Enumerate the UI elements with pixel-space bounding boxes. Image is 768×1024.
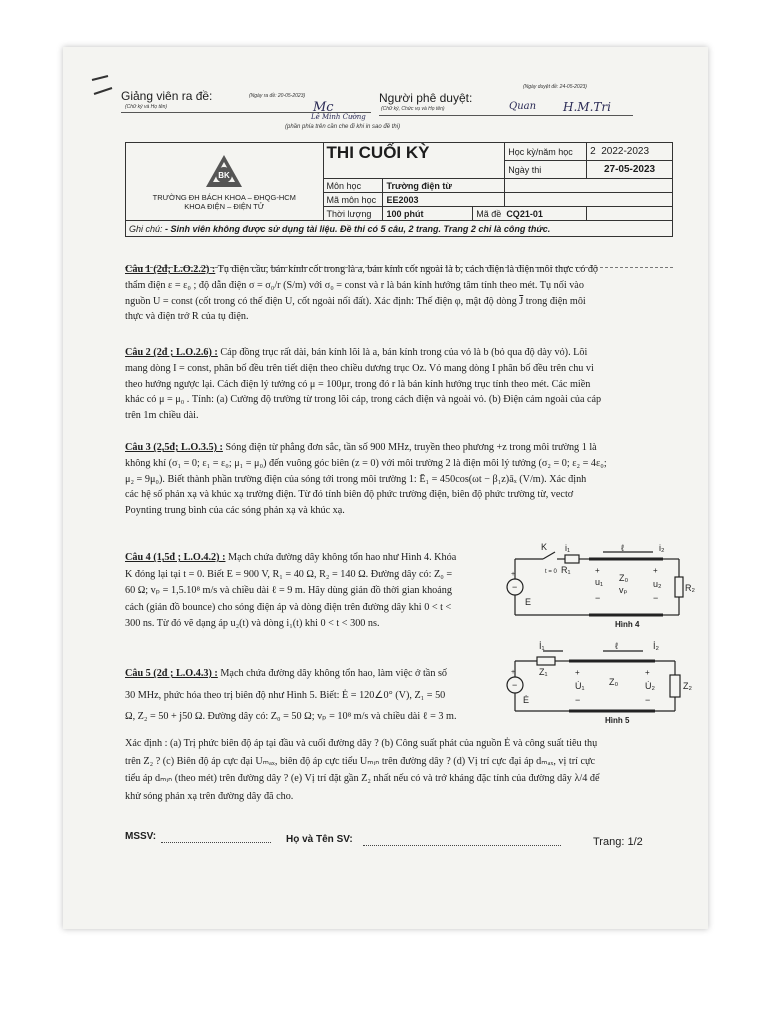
signature-1-name: Lê Minh Cường (311, 113, 366, 121)
question-4 (125, 550, 505, 633)
fig4-source-minus: − (512, 582, 518, 592)
q4-line-2: K đóng lại tại t = 0. Biết E = 900 V, R₁ = 40 Ω, R₂ = 140 Ω. Đường dây có: Z₀ = (125, 568, 453, 580)
question-5-top (125, 663, 563, 728)
year-value: 2022-2023 (601, 146, 650, 157)
q2-line-1: Cáp đồng trục rất dài, bán kính lõi là a, bán kính trong của vỏ là b (bỏ qua độ dày vỏ). Lõi (220, 347, 588, 358)
fig4-R2: R₂ (685, 583, 695, 593)
mssv-dots (161, 842, 271, 843)
fig5-I2: İ₂ (653, 641, 659, 651)
mssv-label: MSSV: (125, 831, 157, 842)
q2-line-3: theo hướng ngược lại. Cách điện lý tưởng có μ = 100μr, trong đó r là bán kính hướng trục tính theo mét. Các miền (125, 378, 591, 390)
blank-cell-3 (587, 207, 673, 221)
fig5-source-minus: − (512, 680, 518, 690)
fig5-source-plus: + (511, 669, 516, 676)
exam-paper (63, 47, 708, 929)
q5-line-4: Xác định : (a) Trị phức biên độ áp tại đầu và cuối đường dây ? (b) Công suất phát của nguồn Ė và công suất tiêu thụ (125, 738, 598, 749)
fig5-caption: Hình 5 (605, 716, 630, 725)
code-value: EE2003 (383, 193, 505, 207)
semester-year-cell (587, 143, 673, 161)
question-1 (125, 262, 680, 325)
q4-head: Câu 4 (1,5đ ; L.O.4.2) : (125, 552, 226, 563)
exam-code-label: Mã đề (476, 208, 502, 219)
fig4-i2: i₂ (659, 543, 665, 553)
subject-label: Môn học (323, 179, 383, 193)
fig5-U2: U̇₂ (645, 681, 655, 691)
student-name-dots (363, 845, 561, 846)
fig5-Z0: Z₀ (609, 677, 619, 687)
fig4-vp: vₚ (619, 585, 628, 595)
fig4-K: K (541, 543, 548, 552)
question-3 (125, 440, 680, 519)
q4-line-5: 300 ns. Từ đó vẽ dạng áp u₂(t) và dòng i₁(t) khi 0 < t < 300 ns. (125, 618, 380, 630)
signature-2: Quan (509, 101, 537, 112)
fig5-U1: U̇₁ (575, 681, 585, 691)
question-2 (125, 345, 680, 424)
fig4-l: ℓ (621, 543, 624, 553)
q1-line-1: Tụ điện cầu, bán kính cốt trong là a, bán kính cốt ngoài là b, cách điện là điện môi thực có độ (217, 264, 599, 275)
page-value: 1/2 (627, 836, 643, 848)
subject-value: Trường điện từ (383, 179, 505, 193)
page-label: Trang: (593, 836, 625, 848)
blank-cell-2 (505, 193, 673, 207)
q5-line-1: Mạch chứa đường dây không tổn hao, làm việc ở tần số (220, 668, 448, 679)
q3-head: Câu 3 (2,5đ; L.O.3.5) : (125, 442, 223, 453)
q5-head: Câu 5 (2đ ; L.O.4.3) : (125, 668, 218, 679)
page-indicator (593, 836, 643, 848)
exam-code-cell (473, 207, 587, 221)
fig5-U1-minus: − (575, 695, 581, 705)
q3-line-3c: Xác định (549, 473, 587, 485)
q2-line-2: mang dòng I = const, phân bố đều trên tiết diện theo chiều dương trục Oz. Vỏ mang dòng I phân bố đều trên chu vi (125, 362, 594, 374)
bk-logo-icon (204, 153, 244, 191)
q2-line-5: trên 1m chiều dài. (125, 410, 199, 422)
q2-line-4: khác có μ = μ₀ . Tính: (a) Cường độ trường từ trong lõi cáp, trong cách điện và ngoài vỏ. (b) Điện cảm ngoài của cáp (125, 394, 602, 406)
fig4-u2-minus: − (653, 593, 659, 603)
note-row (126, 221, 673, 237)
print-note: (phần phía trên cần che đi khi in sao đề thi) (285, 124, 401, 130)
fig4-u2: u₂ (653, 579, 662, 589)
school-cell (126, 143, 324, 221)
lecturer-date: (Ngày ra đề: 20-05-2023) (249, 93, 306, 99)
q5-line-3: Ω, Z₂ = 50 + j50 Ω. Đường dây có: Z₀ = 50 Ω; vₚ = 10⁸ m/s và chiều dài ℓ = 3 m. (125, 711, 457, 722)
q3-line-3a: μ₂ = 9μ₀). Biết thành phần trường điện của sóng tới trong môi trường 1: (125, 473, 417, 485)
school-line-2: KHOA ĐIỆN – ĐIỆN TỬ (184, 201, 265, 211)
school-line-1: TRƯỜNG ĐH BÁCH KHOA – ĐHQG-HCM (152, 192, 296, 202)
fig4-E: E (525, 597, 532, 607)
fig4-u1-plus: + (595, 566, 600, 575)
fig5-l: ℓ (615, 641, 618, 651)
fig4-i1: i₁ (565, 543, 571, 553)
q5-line-5: trên Z₂ ? (c) Biên độ áp cực đại Uₘₐₓ, biên độ áp cực tiểu Uₘᵢₙ trên đường dây ? (d) Vị trí cực đại áp dₘₐₓ, vị trí cực (125, 755, 596, 767)
question-5-bottom (125, 735, 685, 805)
fig5-U2-plus: + (645, 668, 650, 677)
q1-line-3b: $\overline{J}$ (519, 295, 524, 307)
approver-label: Người phê duyệt: (379, 91, 473, 105)
date-label: Ngày thi (505, 161, 587, 179)
fig4-u1: u₁ (595, 577, 604, 587)
q5-line-6: tiểu áp dₘᵢₙ (theo mét) trên đường dây ? (e) Vị trí đặt gần Z₂ nhất nếu có và trở kháng đặc tính của đường dây λ/4 để (125, 773, 600, 784)
approver-note: (Chữ ký, Chức vụ và Họ tên) (381, 106, 445, 112)
semester-label: Học kỳ/năm học (505, 143, 587, 161)
signature-1: Mc (313, 100, 334, 115)
fig5-U1-plus: + (575, 668, 580, 677)
fig5-E: Ė (523, 695, 530, 705)
q4-line-1: Mạch chứa đường dây không tổn hao như Hình 4. Khóa (228, 552, 457, 563)
q5-line-2: 30 MHz, phức hóa theo trị biên độ như Hình 5. Biết: Ė = 120∠0° (V), Z₁ = 50 (125, 689, 446, 701)
duration-value: 100 phút (383, 207, 473, 221)
q4-line-4: cách (giản đồ bounce) cho sóng điện áp và dòng điện trên đường dây khi 0 < t < (125, 601, 452, 613)
signature-2-name: H.M.Tri (563, 100, 611, 114)
date-value: 27-05-2023 (587, 161, 673, 179)
fig5-Z1: Z₁ (539, 667, 548, 677)
figure-4-circuit (503, 543, 699, 629)
q3-line-5: Poynting trung bình của các sóng phản xạ và khúc xạ. (125, 505, 345, 517)
q2-head: Câu 2 (2đ ; L.O.2.6) : (125, 347, 218, 358)
logo-text: BK (218, 170, 231, 180)
pen-mark-icon (88, 72, 128, 102)
q3-line-4: các hệ số phản xạ và khúc xạ trường điện. Từ đó tính biên độ phức trường điện, biên độ phức trường từ, vectơ (125, 489, 574, 501)
fig4-R1: R₁ (561, 565, 571, 575)
code-label: Mã môn học (323, 193, 383, 207)
q3-line-2: không khí (σ₁ = 0; ε₁ = ε₀; μ₁ = μ₀) đến vuông góc biên (z = 0) với môi trường 2 là điện môi lý tưởng (σ₂ = 0; ε₂ = 4ε₀; (125, 457, 607, 469)
approver-line (379, 115, 633, 116)
fig4-caption: Hình 4 (615, 620, 640, 629)
fig5-I1: İ₁ (539, 641, 545, 651)
q1-line-2: thẩm điện ε = ε₀ ; độ dẫn điện σ = σ₀/r (S/m) với σ₀ = const và r là bán kính hướng tâm tính theo mét. Tụ nối vào (125, 279, 584, 291)
exam-title: THI CUỐI KỲ (323, 143, 505, 179)
q1-line-3a: nguồn U = const (cốt trong có thế điện U, cốt ngoài nối đất). Xác định: Thế điện φ, mật độ dòng (125, 295, 517, 307)
fig5-U2-minus: − (645, 695, 651, 705)
figure-5-circuit (503, 639, 699, 725)
blank-cell (505, 179, 673, 193)
semester-value: 2 (590, 146, 596, 157)
fig4-u2-plus: + (653, 566, 658, 575)
lecturer-note: (Chữ ký và Họ tên) (125, 104, 168, 110)
fig4-Z0: Z₀ (619, 573, 629, 583)
q1-line-4: thực và điện trở R của tụ điện. (125, 311, 249, 323)
fig5-Z2: Z₂ (683, 681, 692, 691)
student-name-label: Họ và Tên SV: (286, 834, 353, 845)
q1-head: Câu 1 (2đ; L.O.2.2) : (125, 264, 216, 275)
lecturer-line (121, 112, 371, 113)
duration-label: Thời lượng (323, 207, 383, 221)
q3-line-1: Sóng điện từ phẳng đơn sắc, tần số 900 MHz, truyền theo phương +z trong môi trường 1 là (225, 442, 597, 453)
approver-date: (Ngày duyệt đề: 24-05-2023) (523, 84, 587, 90)
note-text: - Sinh viên không được sử dụng tài liệu. Đề thi có 5 câu, 2 trang. Trang 2 chỉ là công thức. (165, 223, 551, 234)
lecturer-label: Giảng viên ra đề: (121, 89, 213, 103)
fig4-u1-minus: − (595, 593, 601, 603)
note-label: Ghi chú: (129, 223, 163, 234)
q4-line-3: 60 Ω; vₚ = 1,5.10⁸ m/s và chiều dài ℓ = 9 m. Hãy dùng giản đồ thời gian khoảng (125, 585, 452, 597)
q1-line-3c: trong điện môi (525, 295, 586, 307)
fig4-t0: t = 0 (545, 569, 557, 575)
exam-code-value: CQ21-01 (506, 208, 543, 219)
fig4-source-plus: + (511, 571, 516, 578)
q5-line-7: khử sóng phản xạ trên đường dây đã cho. (125, 790, 294, 802)
q3-line-3b: Ē₁ = 450cos(ωt − β₁z)āₓ (V/m). (419, 473, 547, 485)
exam-header-table (125, 142, 673, 237)
